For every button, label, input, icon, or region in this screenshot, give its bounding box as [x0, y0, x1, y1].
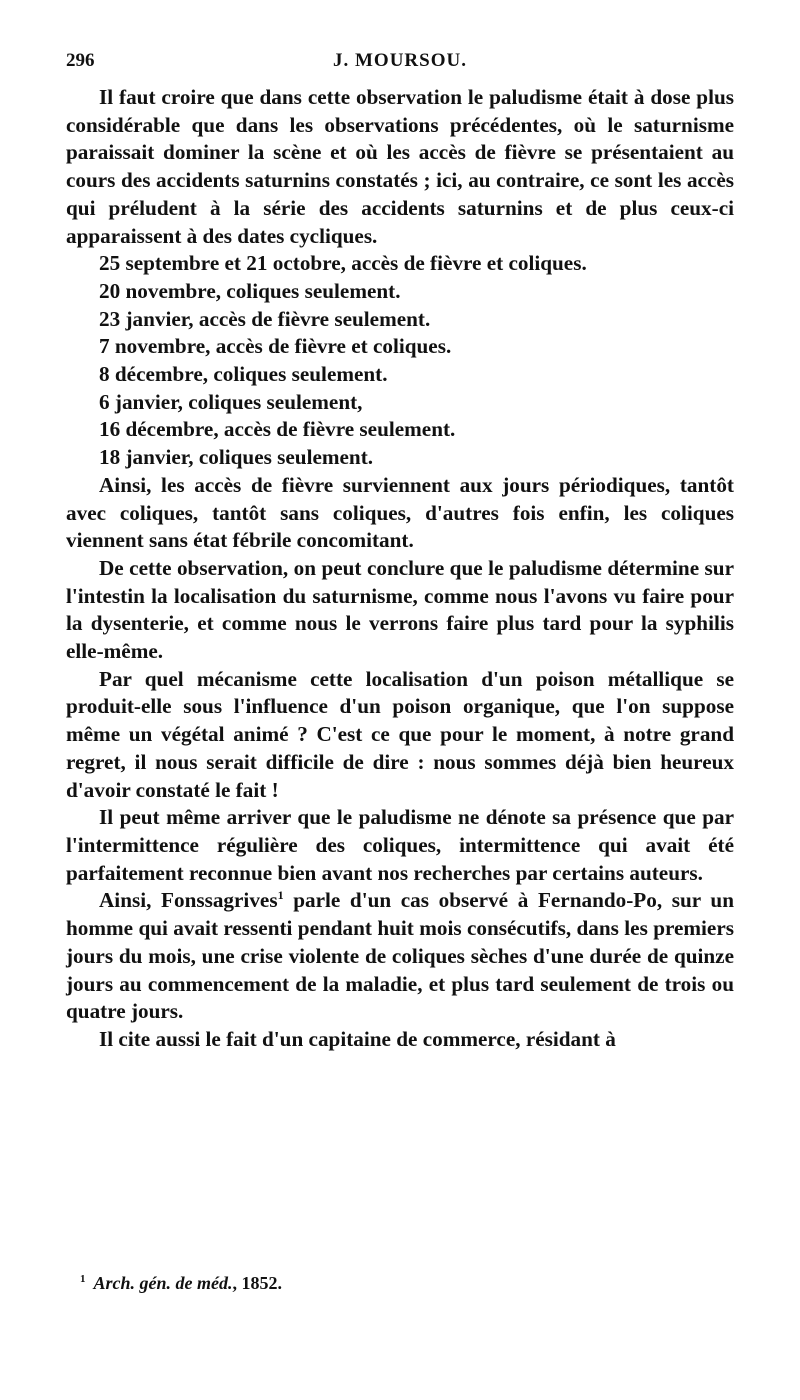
list-item: 16 décembre, accès de fièvre seulement. [99, 417, 456, 442]
paragraph: Par quel mécanisme cette localisation d'un poison métallique se produit-elle sous l'influence d'un poison organique, que l'on suppose même un végétal animé ? C'est ce que pour le moment, à notre grand regret, il nous serait difficile de dire : nous sommes déjà bien heureux d'avoir constaté le fait ! [66, 666, 734, 802]
footnote-marker: 1 [277, 888, 284, 903]
paragraph-text: Ainsi, Fonssagrives [99, 888, 278, 913]
footnote [80, 1273, 282, 1294]
list-item: 23 janvier, accès de fièvre seulement. [99, 306, 431, 331]
list-item: 8 décembre, coliques seulement. [99, 362, 388, 387]
body-text [66, 84, 734, 1054]
list-item: 18 janvier, coliques seulement. [99, 445, 374, 470]
paragraph: Ainsi, les accès de fièvre surviennent aux jours périodiques, tantôt avec coliques, tantôt sans coliques, d'autres fois enfin, les coliques viennent sans état fébrile concomitant. [66, 472, 734, 553]
list-item: 7 novembre, accès de fièvre et coliques. [99, 334, 452, 359]
page-number: 296 [66, 50, 95, 71]
paragraph: Il cite aussi le fait d'un capitaine de commerce, résidant à [99, 1026, 616, 1051]
list-item: 25 septembre et 21 octobre, accès de fièvre et coliques. [99, 251, 587, 276]
list-item: 6 janvier, coliques seulement, [99, 389, 363, 414]
footnote-year: , 1852. [232, 1273, 282, 1293]
dates-list [66, 250, 734, 472]
paragraph: Il peut même arriver que le paludisme ne dénote sa présence que par l'intermittence régulière des coliques, intermittence qui avait été parfaitement reconnue bien avant nos recherches par certains auteurs. [66, 805, 734, 885]
running-head: J. MOURSOU. [333, 50, 467, 71]
footnote-source: Arch. gén. de méd. [93, 1273, 233, 1293]
paragraph: De cette observation, on peut conclure que le paludisme détermine sur l'intestin la localisation du saturnisme, comme nous l'avons vu faire pour la dysenterie, et comme nous le verrons faire plus tard pour la syphilis elle-même. [66, 555, 734, 664]
paragraph-text: parle d'un cas observé à Fernando-Po, sur un homme qui avait ressenti pendant huit mois consécutifs, dans les premiers jours du mois, une crise violente de coliques sèches d'une durée de quinze jours au commencement de la maladie, et plus tard seulement de trois ou quatre jours. [66, 888, 735, 1024]
list-item: 20 novembre, coliques seulement. [99, 278, 401, 303]
page-header [66, 50, 734, 80]
footnote-number: 1 [80, 1273, 86, 1285]
paragraph: Il faut croire que dans cette observation le paludisme était à dose plus considérable que dans les observations précédentes, où le saturnisme paraissait dominer la scène et où les accès de fièvre se présentaient au cours des accidents saturnins constatés ; ici, au contraire, ce sont les accès qui préludent à la série des accidents saturnins et de plus ceux-ci apparaissent à des dates cycliques. [66, 85, 734, 248]
paragraph-fonssagrives [66, 887, 734, 1026]
